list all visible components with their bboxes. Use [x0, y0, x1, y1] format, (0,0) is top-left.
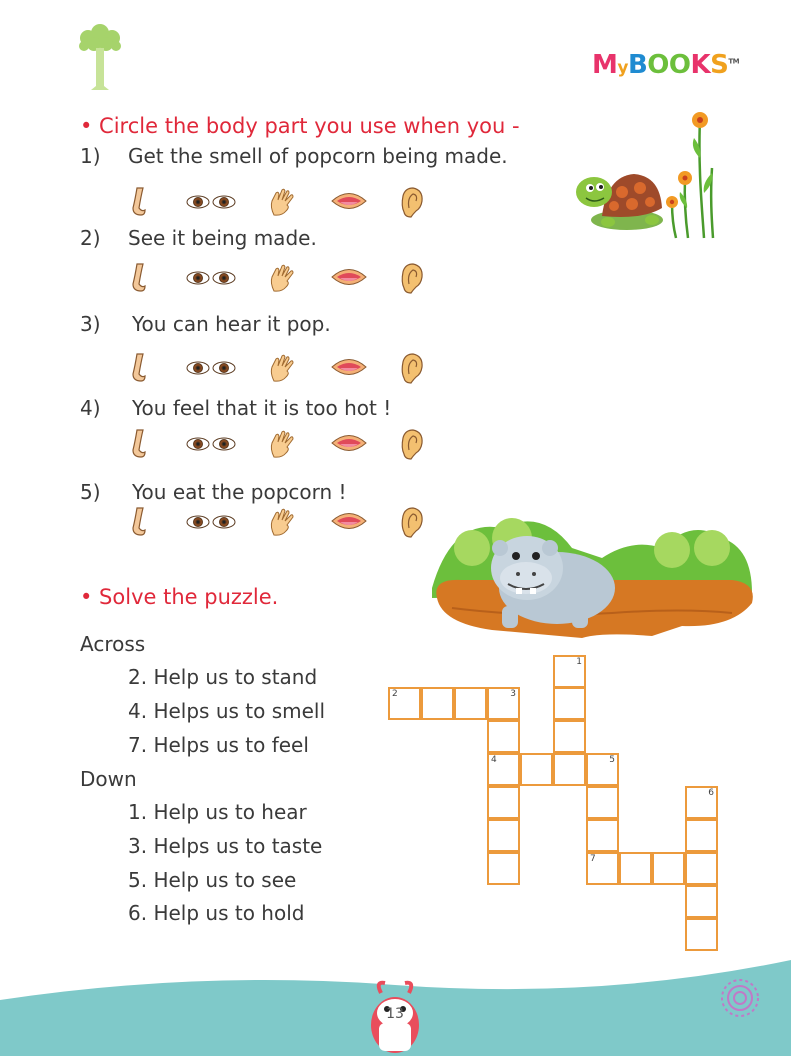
crossword-cell[interactable] — [553, 687, 586, 720]
question-3: 3) You can hear it pop. — [80, 312, 331, 336]
question-4: 4) You feel that it is too hot ! — [80, 396, 392, 420]
crossword-cell[interactable] — [586, 852, 619, 885]
crossword-cell[interactable] — [520, 753, 553, 786]
crossword-cell[interactable] — [388, 687, 421, 720]
crossword-cell-number: 5 — [609, 755, 615, 765]
crossword-cell[interactable] — [553, 720, 586, 753]
across-clue-2: 2. Help us to stand — [128, 665, 318, 689]
mybooks-logo: MyBOOKS™ — [592, 50, 740, 80]
crossword-cell[interactable] — [487, 687, 520, 720]
crossword-cell[interactable] — [553, 655, 586, 688]
icon-row-1 — [131, 186, 431, 222]
icon-row-5 — [131, 506, 431, 542]
crossword-cell[interactable] — [553, 753, 586, 786]
icon-row-2 — [131, 262, 431, 298]
across-clue-7: 7. Helps us to feel — [128, 733, 309, 757]
crossword-cell[interactable] — [487, 819, 520, 852]
hippo-illustration — [432, 508, 757, 643]
crossword-cell[interactable] — [586, 753, 619, 786]
crossword-cell[interactable] — [685, 786, 718, 819]
crossword-cell[interactable] — [454, 687, 487, 720]
down-clue-1: 1. Help us to hear — [128, 800, 307, 824]
icon-row-3 — [131, 352, 431, 388]
crossword-cell[interactable] — [487, 720, 520, 753]
across-label: Across — [80, 632, 146, 656]
crossword-cell[interactable] — [421, 687, 454, 720]
crossword-cell-number: 7 — [590, 854, 596, 864]
question-5: 5) You eat the popcorn ! — [80, 480, 347, 504]
crossword-cell-number: 6 — [708, 788, 714, 798]
crossword-cell[interactable] — [586, 819, 619, 852]
crossword-cell[interactable] — [619, 852, 652, 885]
down-label: Down — [80, 767, 137, 791]
crossword-cell[interactable] — [685, 852, 718, 885]
crossword-cell-number: 3 — [510, 689, 516, 699]
icon-row-4 — [131, 428, 431, 464]
crossword-cell[interactable] — [487, 753, 520, 786]
crossword-cell[interactable] — [487, 852, 520, 885]
down-clue-3: 3. Helps us to taste — [128, 834, 323, 858]
solve-puzzle-heading: • Solve the puzzle. — [80, 585, 279, 609]
crossword-cell[interactable] — [652, 852, 685, 885]
circle-body-part-heading: • Circle the body part you use when you - — [80, 114, 520, 138]
crossword-cell[interactable] — [685, 918, 718, 951]
across-clue-4: 4. Helps us to smell — [128, 699, 326, 723]
crossword-cell-number: 4 — [491, 755, 497, 765]
crossword-cell-number: 2 — [392, 689, 398, 699]
crossword-cell-number: 1 — [576, 657, 582, 667]
down-clue-5: 5. Help us to see — [128, 868, 297, 892]
page-number: 13 — [386, 1006, 404, 1022]
tree-logo-icon — [76, 24, 124, 92]
crossword-cell[interactable] — [487, 786, 520, 819]
down-clue-6: 6. Help us to hold — [128, 901, 305, 925]
turtle-flowers-illustration — [572, 108, 717, 243]
crossword-cell[interactable] — [685, 885, 718, 918]
crossword-cell[interactable] — [586, 786, 619, 819]
question-2: 2) See it being made. — [80, 226, 317, 250]
crossword-cell[interactable] — [685, 819, 718, 852]
question-1: 1) Get the smell of popcorn being made. — [80, 144, 508, 168]
